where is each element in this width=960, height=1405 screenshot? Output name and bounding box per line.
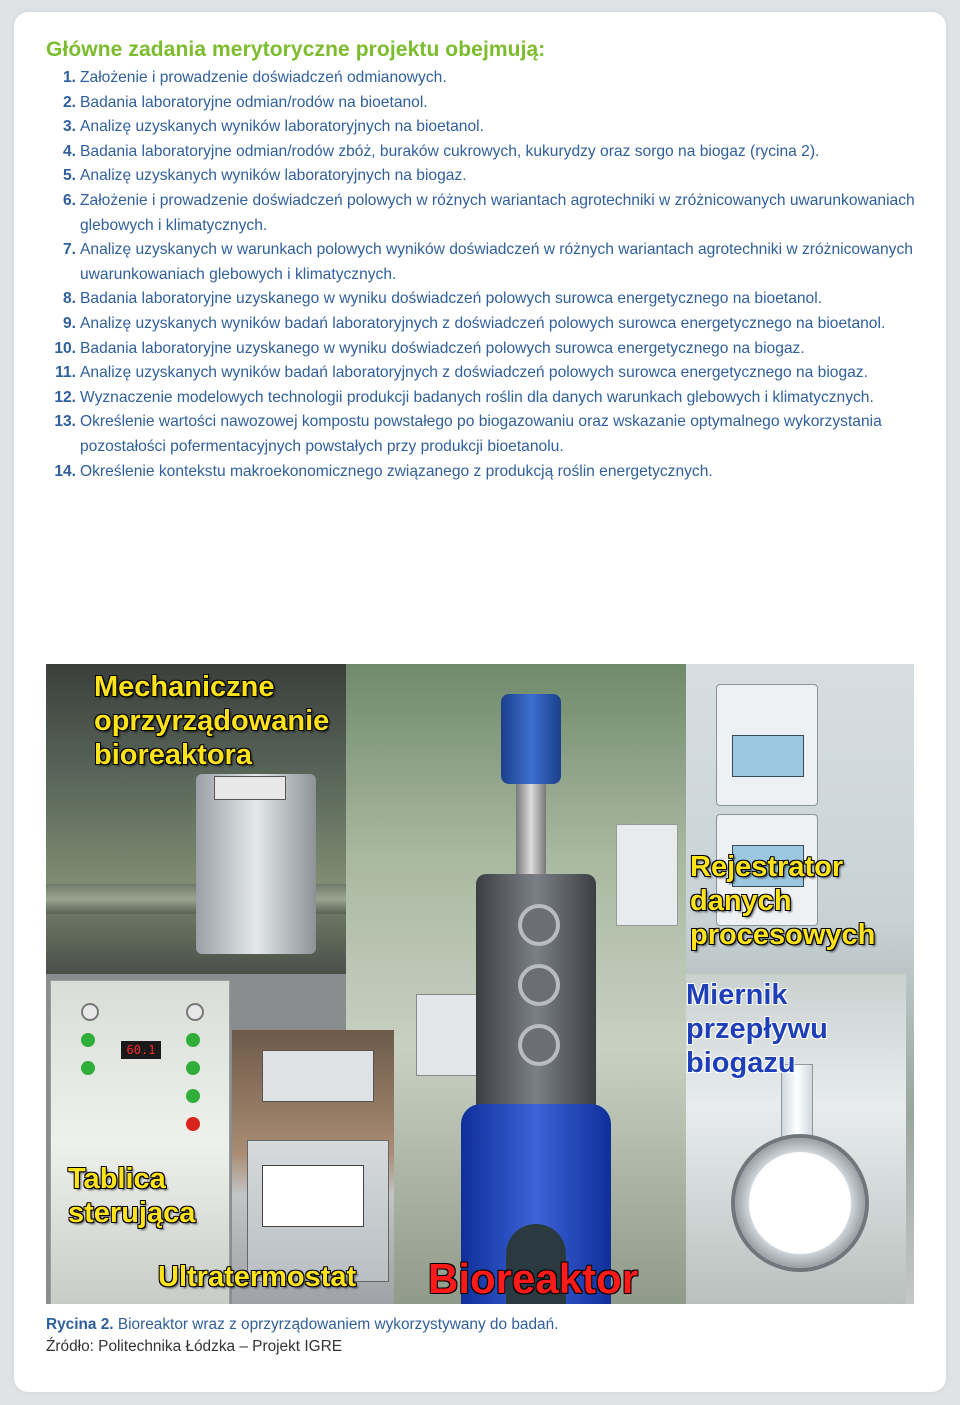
port-shape [518, 964, 560, 1006]
task-number: 1. [62, 69, 76, 86]
komela-plate [214, 776, 286, 800]
task-number: 3. [62, 118, 76, 136]
task-item [30, 312, 918, 337]
label-bioreactor: Bioreaktor [428, 1255, 639, 1302]
task-item [30, 337, 918, 362]
transmitter-shape [616, 824, 678, 926]
task-text: Badania laboratoryjne odmian/rodów zbóż, buraków cukrowych, kukurydzy oraz sorgo na biogaz (rycina 2). [80, 142, 820, 160]
indicator-light [81, 1033, 95, 1047]
task-number: 14. [54, 462, 76, 480]
figure-caption [46, 1314, 906, 1358]
task-number: 10. [54, 339, 76, 357]
label-biogas-flowmeter: Miernik przepływu biogazu [686, 979, 828, 1080]
task-text: Wyznaczenie modelowych technologii produkcji badanych roślin dla danych warunkach glebowych i klimatycznych. [80, 388, 874, 406]
task-text: Określenie kontekstu makroekonomicznego związanego z produkcją roślin energetycznych. [80, 462, 713, 480]
task-number: 8. [62, 290, 76, 308]
figure-collage [46, 664, 914, 1304]
label-control-panel: Tablica sterująca [68, 1163, 196, 1230]
task-text: Analizę uzyskanych wyników badań laboratoryjnych z doświadczeń polowych surowca energetycznego na biogaz. [80, 364, 868, 382]
task-item [30, 361, 918, 386]
task-item [30, 410, 918, 459]
junction-box-shape [416, 994, 478, 1076]
task-item [30, 287, 918, 312]
caption-label: Rycina 2. [46, 1316, 114, 1333]
indicator-light [81, 1003, 99, 1021]
task-number: 11. [55, 364, 76, 382]
task-number: 2. [62, 93, 76, 111]
task-item [30, 164, 918, 189]
task-number: 12. [54, 388, 76, 406]
task-item [30, 386, 918, 411]
task-text: Analizę uzyskanych wyników laboratoryjnych na biogaz. [80, 167, 467, 185]
motor-shape [501, 694, 561, 784]
task-item [30, 238, 918, 287]
task-item [30, 189, 918, 238]
task-number: 4. [62, 142, 76, 160]
task-item [30, 115, 918, 140]
gauge-dial-shape [731, 1134, 869, 1272]
task-text: Analizę uzyskanych w warunkach polowych wyników doświadczeń w różnych wariantach agrotechniki w zróżnicowanych uwarunkowaniach glebowych i klimatycznych. [80, 241, 913, 283]
indicator-light [186, 1003, 204, 1021]
label-ultrathermostat: Ultratermostat [158, 1261, 357, 1293]
task-item [30, 140, 918, 165]
task-text: Określenie wartości nawozowej kompostu powstałego po biogazowaniu oraz wskazanie optymalnego wykorzystania pozostałości pofermentacyjnych powstałych przy produkcji bioetanolu. [80, 413, 882, 455]
control-panel-photo [50, 980, 230, 1304]
task-text: Założenie i prowadzenie doświadczeń polowych w różnych wariantach agrotechniki w zróżnicowanych uwarunkowaniach glebowych i klimatycznych. [80, 191, 915, 234]
indicator-light [186, 1117, 200, 1131]
indicator-light [81, 1061, 95, 1075]
task-list [30, 66, 918, 484]
task-number: 6. [62, 191, 76, 209]
task-text: Badania laboratoryjne odmian/rodów na bioetanol. [80, 93, 428, 111]
caption-text: Bioreaktor wraz z oprzyrządowaniem wykorzystywany do badań. [117, 1316, 559, 1333]
bioreactor-photo [346, 664, 686, 1304]
task-number: 7. [62, 241, 76, 259]
label-mechanical-equipment: Mechaniczne oprzyrządowanie bioreaktora [94, 671, 330, 772]
task-item [30, 460, 918, 485]
section-heading: Główne zadania merytoryczne projektu obejmują: [46, 38, 546, 61]
task-text: Założenie i prowadzenie doświadczeń odmianowych. [80, 69, 447, 86]
task-number: 13. [54, 413, 76, 431]
task-item [30, 66, 918, 91]
caption-source: Źródło: Politechnika Łódzka – Projekt IGRE [46, 1338, 342, 1355]
thermostat-controller [262, 1050, 374, 1102]
port-shape [518, 1024, 560, 1066]
shaft-shape [516, 784, 546, 874]
control-display: 60.1 [121, 1041, 161, 1059]
task-number: 9. [62, 314, 76, 332]
motor-housing-shape [196, 774, 316, 954]
task-text: Analizę uzyskanych wyników badań laboratoryjnych z doświadczeń polowych surowca energetycznego na bioetanol. [80, 314, 886, 332]
task-number: 5. [62, 167, 76, 185]
indicator-light [186, 1089, 200, 1103]
task-item [30, 91, 918, 116]
port-shape [518, 904, 560, 946]
indicator-light [186, 1033, 200, 1047]
recorder-screen [732, 735, 804, 777]
task-text: Badania laboratoryjne uzyskanego w wyniku doświadczeń polowych surowca energetycznego na bioetanol. [80, 290, 823, 308]
task-text: Badania laboratoryjne uzyskanego w wyniku doświadczeń polowych surowca energetycznego na biogaz. [80, 339, 805, 357]
label-data-recorder: Rejestrator danych procesowych [690, 851, 876, 952]
task-text: Analizę uzyskanych wyników laboratoryjnych na bioetanol. [80, 118, 484, 136]
indicator-light [186, 1061, 200, 1075]
eu-sticker [262, 1165, 364, 1227]
recorder-device [716, 684, 818, 806]
